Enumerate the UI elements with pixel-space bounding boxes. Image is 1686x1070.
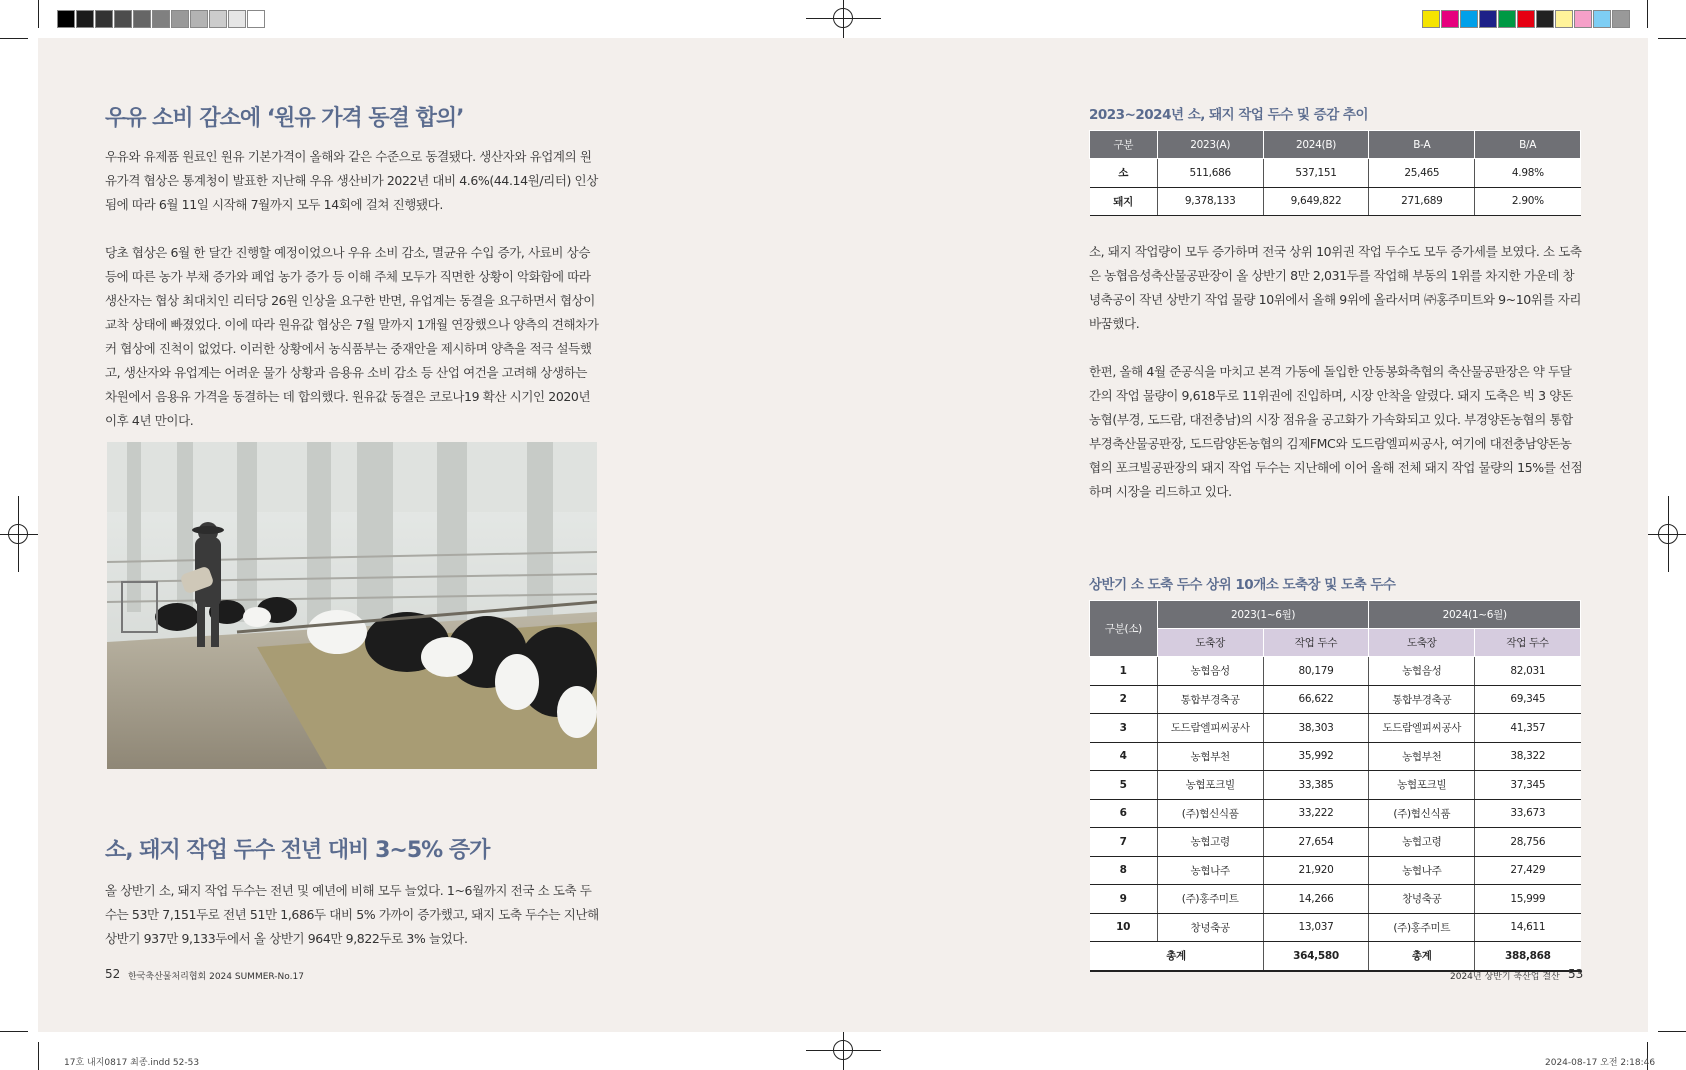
table-cell: (주)홍주미트 [1369,913,1475,942]
rank-cell: 1 [1090,657,1158,686]
print-slug-file: 17호 내지0817 최종.indd 52-53 [64,1058,200,1068]
table-cell: 37,345 [1475,771,1581,800]
crop-mark [0,38,28,39]
paragraph: 소, 돼지 작업량이 모두 증가하며 전국 상위 10위권 작업 두수도 모두 증가세를 보였다. 소 도축은 농협음성축산물공판장이 올 상반기 8만 2,031두를 작업해 부동의 1위를 차지한 가운데 창녕축공이 작년 상반기 작업 물량 10위에서 올해 9위에 올라서며 ㈜홍주미트와 9~10위를 자리바꿈했다. [1089,244,1582,331]
column-header: 작업 두수 [1263,629,1369,657]
slaughter-trend-table [1089,130,1581,216]
table-cell: 농협음성 [1157,657,1263,686]
color-bar [1422,10,1631,28]
top10-slaughterhouse-table [1089,600,1581,972]
article-body-milk-price [105,145,600,433]
total-label: 총계 [1369,942,1475,971]
article-body-right [1089,240,1583,504]
table-cell: 15,999 [1475,885,1581,914]
column-header: 2023(A) [1157,131,1263,159]
total-label: 총계 [1090,942,1264,971]
column-header: B-A [1369,131,1475,159]
table-cell: 33,673 [1475,799,1581,828]
total-value: 388,868 [1475,942,1581,971]
table-cell: 25,465 [1369,159,1475,188]
table-cell: 창녕축공 [1157,913,1263,942]
table-cell: 271,689 [1369,187,1475,216]
table-cell: 농협나주 [1369,856,1475,885]
table-cell: 통합부경축공 [1157,685,1263,714]
table-cell: 537,151 [1263,159,1369,188]
table-row [1090,913,1581,942]
dairy-farm-photo [107,442,597,769]
paragraph: 당초 협상은 6월 한 달간 진행할 예정이었으나 우유 소비 감소, 멸균유 수입 증가, 사료비 상승 등에 따른 농가 부채 증가와 폐업 농가 증가 등 이해 주체 모두가 직면한 상황이 악화함에 따라 생산자는 협상 최대치인 리터당 26원 인상을 요구한 반면, 유업계는 동결을 요구하면서 협상이 교착 상태에 빠졌었다. 이에 따라 원유값 협상은 7월 말까지 1개월 연장했으나 양측의 견해차가 커 협상에 진척이 없었다. 이러한 상황에서 농식품부는 중재안을 제시하며 양측을 적극 설득했고, 생산자와 유업계는 어려운 물가 상황과 음용유 소비 감소 등 산업 여건을 고려해 상생하는 차원에서 음용유 가격을 동결하는 데 합의했다. 원유값 동결은 코로나19 확산 시기인 2020년 이후 4년 만이다. [105,245,599,428]
table-cell: 소 [1090,159,1158,188]
table-cell: 2.90% [1475,187,1581,216]
table-group-header-row [1090,601,1581,629]
table-cell: 14,611 [1475,913,1581,942]
rank-cell: 10 [1090,913,1158,942]
crop-mark [38,1042,39,1070]
table-cell: 도드람엘피씨공사 [1157,714,1263,743]
print-slug-timestamp: 2024-08-17 오전 2:18:46 [1545,1058,1656,1068]
crop-mark [1647,0,1648,28]
crop-mark [1658,38,1686,39]
rank-cell: 2 [1090,685,1158,714]
table-cell: 28,756 [1475,828,1581,857]
table-cell: 농협음성 [1369,657,1475,686]
table-cell: 농협나주 [1157,856,1263,885]
crop-mark [0,1031,28,1032]
table-row [1090,685,1581,714]
paragraph: 한편, 올해 4월 준공식을 마치고 본격 가동에 돌입한 안동봉화축협의 축산물공판장은 약 두달간의 작업 물량이 9,618두로 11위권에 진입하며, 시장 안착을 알렸다. 돼지 도축은 빅 3 양돈농협(부경, 도드람, 대전충남)의 시장 점유율 공고화가 가속화되고 있다. 부경양돈농협의 통합부경축산물공판장, 도드람양돈농협의 김제FMC와 도드람엘피씨공사, 여기에 대전충남양돈농협의 포크빌공판장의 돼지 작업 두수는 지난해에 이어 올해 전체 돼지 작업 물량의 15%를 선점하며 시장을 리드하고 있다. [1089,364,1583,499]
group-header: 2023(1~6월) [1157,601,1369,629]
table-cell: 농협부천 [1157,742,1263,771]
table-cell: 13,037 [1263,913,1369,942]
rank-cell: 5 [1090,771,1158,800]
table-cell: 9,378,133 [1157,187,1263,216]
table-cell: 38,322 [1475,742,1581,771]
group-header: 2024(1~6월) [1369,601,1581,629]
column-header: B/A [1475,131,1581,159]
table-cell: 통합부경축공 [1369,685,1475,714]
table-cell: 38,303 [1263,714,1369,743]
table-total-row [1090,942,1581,971]
section-heading-milk-price: 우유 소비 감소에 ‘원유 가격 동결 합의’ [105,106,464,131]
table-cell: 창녕축공 [1369,885,1475,914]
table-row [1090,856,1581,885]
table-cell: 4.98% [1475,159,1581,188]
table-cell: 농협포크빌 [1157,771,1263,800]
table-cell: 33,222 [1263,799,1369,828]
page-number-left: 52 [105,967,121,981]
column-header: 도축장 [1157,629,1263,657]
rank-cell: 8 [1090,856,1158,885]
article-body-slaughter [105,879,600,951]
table-cell: 511,686 [1157,159,1263,188]
table-row [1090,187,1581,216]
rank-cell: 6 [1090,799,1158,828]
table-row [1090,799,1581,828]
section-heading-slaughter-increase: 소, 돼지 작업 두수 전년 대비 3~5% 증가 [105,838,490,863]
rank-cell: 3 [1090,714,1158,743]
table-row [1090,657,1581,686]
column-header: 구분 [1090,131,1158,159]
rank-cell: 9 [1090,885,1158,914]
table-cell: 도드람엘피씨공사 [1369,714,1475,743]
column-header: 2024(B) [1263,131,1369,159]
paragraph: 우유와 유제품 원료인 원유 기본가격이 올해와 같은 수준으로 동결됐다. 생산자와 유업계의 원유가격 협상은 통계청이 발표한 지난해 우유 생산비가 2022년 대비 4.6%(44.14원/리터) 인상됨에 따라 6월 11일 시작해 7월까지 모두 14회에 걸쳐 진행됐다. [105,149,598,212]
table-cell: 27,429 [1475,856,1581,885]
section-title-footer: 2024년 상반기 축산업 결산 [1450,972,1560,982]
table-cell: 41,357 [1475,714,1581,743]
table-cell: 21,920 [1263,856,1369,885]
table-sub-header-row [1090,629,1581,657]
rank-cell: 7 [1090,828,1158,857]
table-cell: 농협고령 [1369,828,1475,857]
table-cell: 농협포크빌 [1369,771,1475,800]
crop-mark [1658,1031,1686,1032]
column-header: 도축장 [1369,629,1475,657]
table-cell: 9,649,822 [1263,187,1369,216]
table-cell: 돼지 [1090,187,1158,216]
table-row [1090,714,1581,743]
table-row [1090,742,1581,771]
table-cell: (주)협신식품 [1157,799,1263,828]
table-row [1090,771,1581,800]
table-cell: (주)협신식품 [1369,799,1475,828]
table-cell: 33,385 [1263,771,1369,800]
crop-mark [38,0,39,28]
table-cell: 80,179 [1263,657,1369,686]
table-cell: 농협고령 [1157,828,1263,857]
corner-header: 구분(소) [1090,601,1158,657]
cow-barn-illustration [107,442,597,769]
grayscale-bar [57,10,266,28]
paragraph: 올 상반기 소, 돼지 작업 두수는 전년 및 예년에 비해 모두 늘었다. 1~6월까지 전국 소 도축 두수는 53만 7,151두로 전년 51만 1,686두 대비 5% 가까이 증가했고, 돼지 도축 두수는 지난해 상반기 937만 9,133두에서 올 상반기 964만 9,822두로 3% 늘었다. [105,883,599,946]
table-row [1090,159,1581,188]
table-cell: 66,622 [1263,685,1369,714]
table1-caption: 2023~2024년 소, 돼지 작업 두수 및 증감 추이 [1089,107,1369,123]
table-cell: 14,266 [1263,885,1369,914]
table-cell: 69,345 [1475,685,1581,714]
table2-caption: 상반기 소 도축 두수 상위 10개소 도축장 및 도축 두수 [1089,577,1396,593]
page-number-right: 53 [1568,967,1584,981]
table-cell: 82,031 [1475,657,1581,686]
rank-cell: 4 [1090,742,1158,771]
publication-title: 한국축산물처리협회 2024 SUMMER-No.17 [128,972,304,982]
column-header: 작업 두수 [1475,629,1581,657]
table-row [1090,885,1581,914]
table-cell: 35,992 [1263,742,1369,771]
total-value: 364,580 [1263,942,1369,971]
table-row [1090,828,1581,857]
table-cell: 27,654 [1263,828,1369,857]
table-cell: 농협부천 [1369,742,1475,771]
table-cell: (주)홍주미트 [1157,885,1263,914]
table-header-row [1090,131,1581,159]
